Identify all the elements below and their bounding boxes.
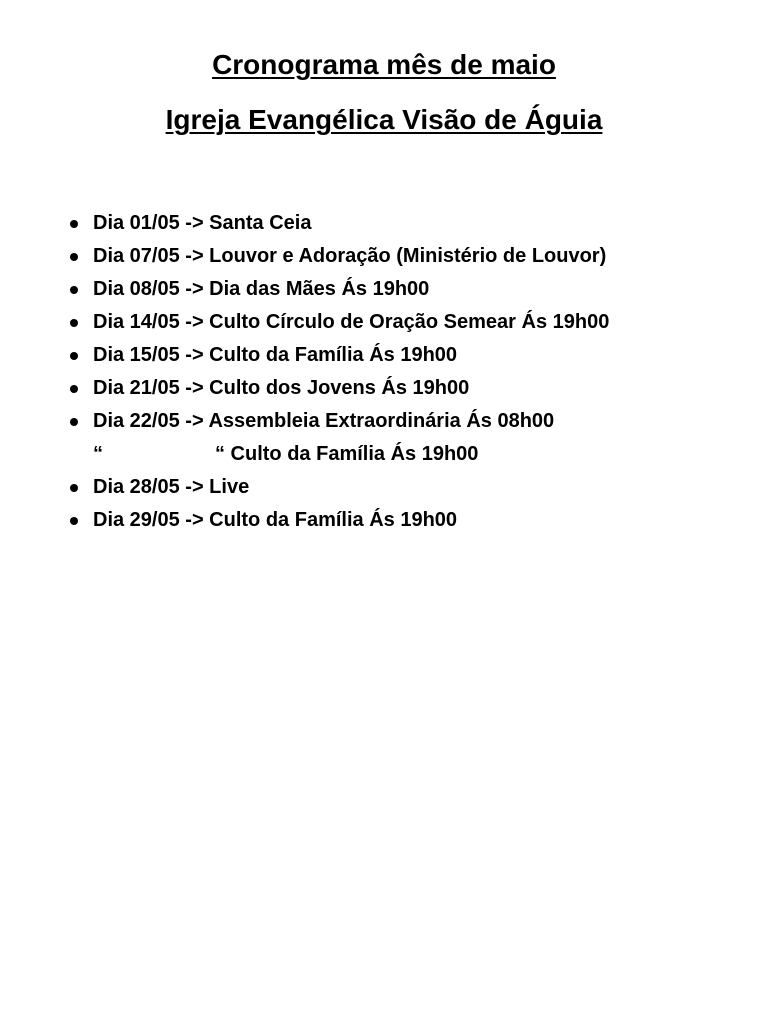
list-item (0, 471, 768, 504)
page-title (0, 48, 768, 82)
bullet-icon (70, 385, 78, 393)
list-item-text: Dia 01/05 -> Santa Ceia (93, 212, 312, 234)
list-item (0, 273, 768, 306)
list-item (0, 207, 768, 240)
list-item-text: Dia 08/05 -> Dia das Mães Ás 19h00 (93, 278, 430, 300)
schedule-list (0, 207, 768, 537)
page-subtitle (0, 103, 768, 137)
list-item (0, 372, 768, 405)
bullet-icon (70, 286, 78, 294)
list-item-text: “ Culto da Família Ás 19h00 (215, 443, 479, 465)
bullet-icon (70, 418, 78, 426)
list-item (0, 339, 768, 372)
list-item (0, 240, 768, 273)
ditto-mark: “ (93, 443, 103, 465)
list-item-continuation (0, 438, 768, 471)
list-item-text: Dia 07/05 -> Louvor e Adoração (Ministério de Louvor) (93, 245, 607, 267)
bullet-icon (70, 352, 78, 360)
bullet-icon (70, 517, 78, 525)
page-title-text: Cronograma mês de maio (212, 49, 556, 80)
bullet-icon (70, 319, 78, 327)
list-item-text: Dia 15/05 -> Culto da Família Ás 19h00 (93, 344, 458, 366)
list-item (0, 306, 768, 339)
list-item-text: Dia 28/05 -> Live (93, 476, 250, 498)
bullet-icon (70, 484, 78, 492)
bullet-icon (70, 253, 78, 261)
list-item-text: Dia 29/05 -> Culto da Família Ás 19h00 (93, 509, 458, 531)
list-item (0, 405, 768, 438)
list-item-text: Dia 22/05 -> Assembleia Extraordinária Ás 08h00 (93, 410, 555, 432)
list-item (0, 504, 768, 537)
bullet-icon (70, 220, 78, 228)
page-subtitle-text: Igreja Evangélica Visão de Águia (165, 104, 603, 135)
list-item-text: Dia 21/05 -> Culto dos Jovens Ás 19h00 (93, 377, 470, 399)
list-item-text: Dia 14/05 -> Culto Círculo de Oração Semear Ás 19h00 (93, 311, 610, 333)
